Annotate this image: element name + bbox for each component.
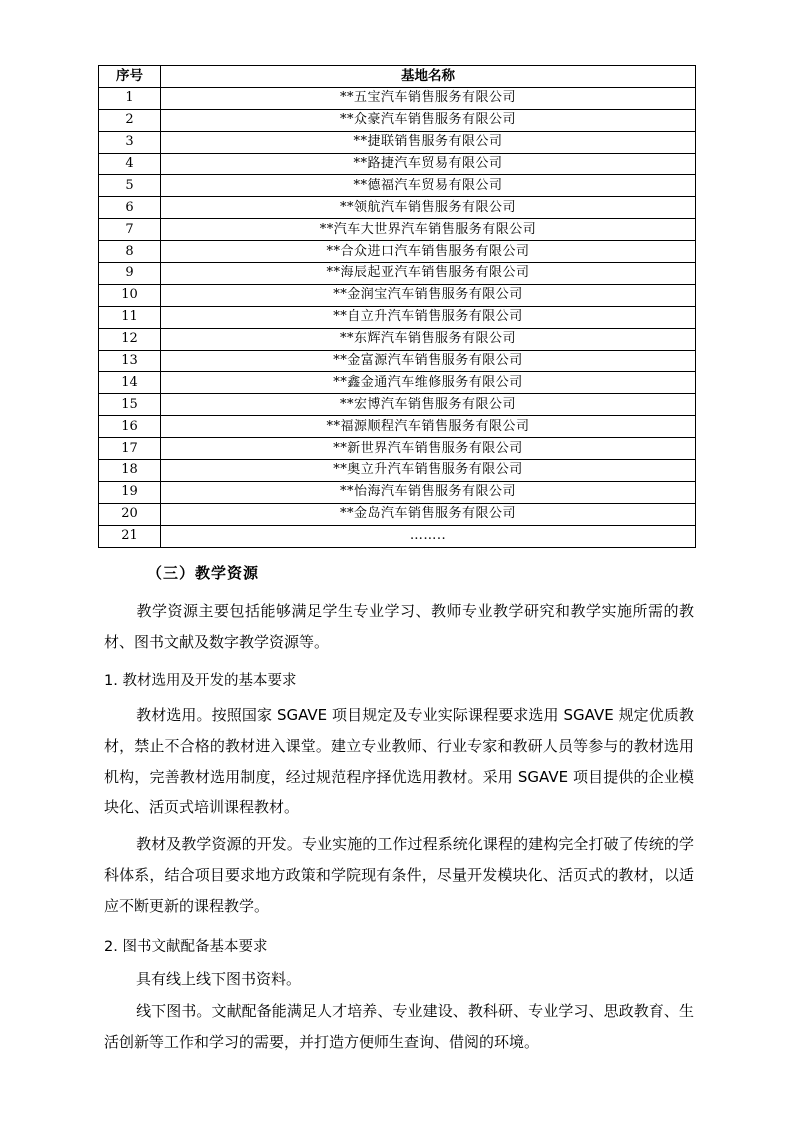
table-row bbox=[99, 328, 696, 350]
row-index: 21 bbox=[99, 525, 161, 547]
intro-text: 教学资源主要包括能够满足学生专业学习、教师专业教学研究和教学实施所需的教材、图书文献及数字教学资源等。 bbox=[104, 602, 694, 651]
subsection-1-heading: 1. 教材选用及开发的基本要求 bbox=[104, 673, 297, 689]
paragraph-offline-books bbox=[104, 996, 694, 1058]
paragraph-textbook-development bbox=[104, 829, 694, 921]
row-index: 16 bbox=[99, 416, 161, 438]
header-index: 序号 bbox=[99, 66, 161, 88]
table-row bbox=[99, 153, 696, 175]
row-index: 2 bbox=[99, 109, 161, 131]
table-row bbox=[99, 284, 696, 306]
row-base-name: …….. bbox=[161, 525, 696, 547]
row-index: 3 bbox=[99, 131, 161, 153]
paragraph-lead: 线下图书。 bbox=[136, 1002, 212, 1020]
row-base-name: **路捷汽车贸易有限公司 bbox=[161, 153, 696, 175]
row-base-name: **德福汽车贸易有限公司 bbox=[161, 175, 696, 197]
paragraph-text: 按照国家 SGAVE 项目规定及专业实际课程要求选用 SGAVE 规定优质教材，禁止不合格的教材进入课堂。建立专业教师、行业专家和教研人员等参与的教材选用机构，完善教材选用制度，经过规范程序择优选用教材。采用 SGAVE 项目提供的企业模块化、活页式培训课程教材。 bbox=[104, 706, 694, 817]
paragraph-text: 文献配备能满足人才培养、专业建设、教科研、专业学习、思政教育、生活创新等工作和学习的需要，并打造方便师生查询、借阅的环境。 bbox=[104, 1002, 694, 1051]
table-row bbox=[99, 241, 696, 263]
row-index: 12 bbox=[99, 328, 161, 350]
table-row bbox=[99, 263, 696, 285]
table-row bbox=[99, 131, 696, 153]
row-base-name: **怡海汽车销售服务有限公司 bbox=[161, 481, 696, 503]
row-base-name: **金富源汽车销售服务有限公司 bbox=[161, 350, 696, 372]
training-base-table bbox=[98, 65, 696, 548]
row-index: 6 bbox=[99, 197, 161, 219]
table-row bbox=[99, 109, 696, 131]
row-index: 20 bbox=[99, 503, 161, 525]
row-index: 10 bbox=[99, 284, 161, 306]
row-index: 14 bbox=[99, 372, 161, 394]
row-base-name: **合众进口汽车销售服务有限公司 bbox=[161, 241, 696, 263]
row-index: 19 bbox=[99, 481, 161, 503]
table-row bbox=[99, 87, 696, 109]
row-index: 15 bbox=[99, 394, 161, 416]
table-row bbox=[99, 219, 696, 241]
row-base-name: **海辰起亚汽车销售服务有限公司 bbox=[161, 263, 696, 285]
row-base-name: **自立升汽车销售服务有限公司 bbox=[161, 306, 696, 328]
table-row bbox=[99, 503, 696, 525]
table-header-row bbox=[99, 66, 696, 88]
row-base-name: **金润宝汽车销售服务有限公司 bbox=[161, 284, 696, 306]
row-index: 4 bbox=[99, 153, 161, 175]
row-base-name: **汽车大世界汽车销售服务有限公司 bbox=[161, 219, 696, 241]
row-index: 5 bbox=[99, 175, 161, 197]
paragraph-lead: 教材选用。 bbox=[136, 706, 212, 724]
table-body bbox=[99, 87, 696, 547]
table-row bbox=[99, 525, 696, 547]
table-row bbox=[99, 416, 696, 438]
table-row bbox=[99, 350, 696, 372]
row-base-name: **捷联销售服务有限公司 bbox=[161, 131, 696, 153]
table-row bbox=[99, 197, 696, 219]
intro-paragraph bbox=[104, 596, 694, 658]
paragraph-text: 具有线上线下图书资料。 bbox=[136, 970, 302, 988]
table-row bbox=[99, 306, 696, 328]
table-row bbox=[99, 460, 696, 482]
row-base-name: **东辉汽车销售服务有限公司 bbox=[161, 328, 696, 350]
table-row bbox=[99, 438, 696, 460]
header-base-name: 基地名称 bbox=[161, 66, 696, 88]
row-base-name: **金岛汽车销售服务有限公司 bbox=[161, 503, 696, 525]
table-row bbox=[99, 372, 696, 394]
table-row bbox=[99, 175, 696, 197]
row-base-name: **宏博汽车销售服务有限公司 bbox=[161, 394, 696, 416]
row-base-name: **鑫金通汽车维修服务有限公司 bbox=[161, 372, 696, 394]
row-base-name: **福源顺程汽车销售服务有限公司 bbox=[161, 416, 696, 438]
row-index: 8 bbox=[99, 241, 161, 263]
subsection-2-heading: 2. 图书文献配备基本要求 bbox=[104, 939, 268, 955]
row-index: 9 bbox=[99, 263, 161, 285]
row-base-name: **奥立升汽车销售服务有限公司 bbox=[161, 460, 696, 482]
table-row bbox=[99, 394, 696, 416]
table-row bbox=[99, 481, 696, 503]
row-index: 13 bbox=[99, 350, 161, 372]
row-index: 1 bbox=[99, 87, 161, 109]
row-base-name: **众豪汽车销售服务有限公司 bbox=[161, 109, 696, 131]
row-base-name: **领航汽车销售服务有限公司 bbox=[161, 197, 696, 219]
row-base-name: **新世界汽车销售服务有限公司 bbox=[161, 438, 696, 460]
paragraph-lead: 教材及教学资源的开发。 bbox=[136, 835, 302, 853]
row-index: 7 bbox=[99, 219, 161, 241]
row-index: 17 bbox=[99, 438, 161, 460]
row-index: 18 bbox=[99, 460, 161, 482]
section-heading: （三）教学资源 bbox=[147, 564, 260, 582]
row-index: 11 bbox=[99, 306, 161, 328]
paragraph-library-resources bbox=[104, 964, 694, 995]
paragraph-text: 专业实施的工作过程系统化课程的建构完全打破了传统的学科体系，结合项目要求地方政策和学院现有条件，尽量开发模块化、活页式的教材，以适应不断更新的课程教学。 bbox=[104, 835, 694, 915]
paragraph-textbook-selection bbox=[104, 700, 694, 823]
row-base-name: **五宝汽车销售服务有限公司 bbox=[161, 87, 696, 109]
